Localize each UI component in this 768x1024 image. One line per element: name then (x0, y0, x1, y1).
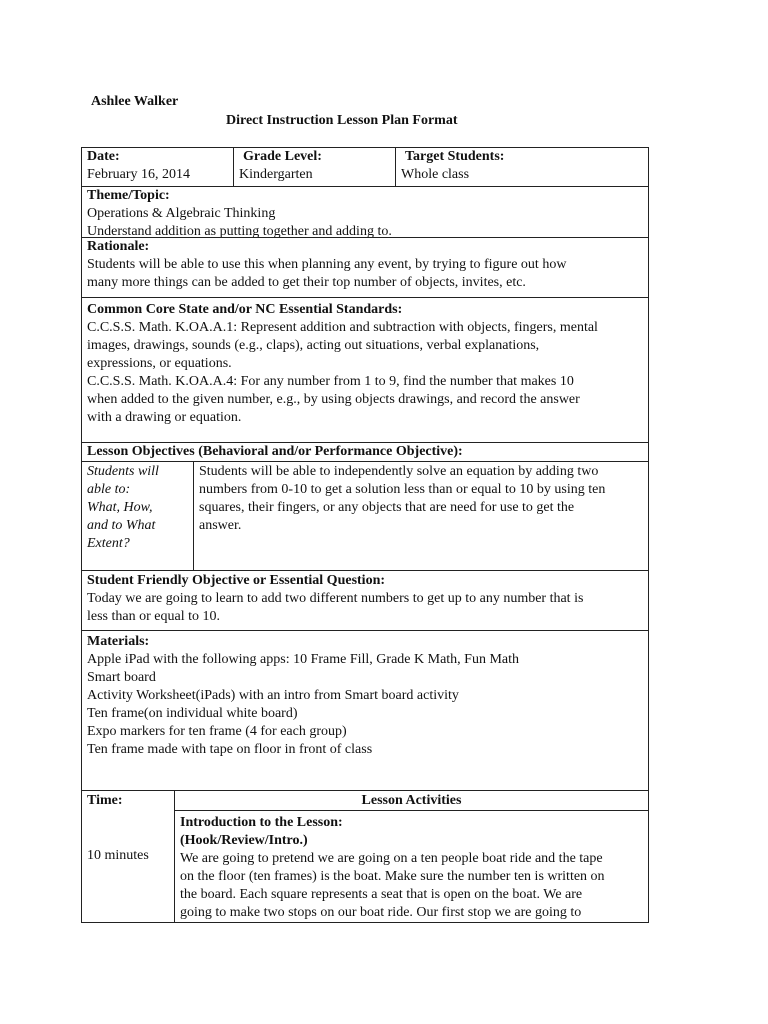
objectives-label: Lesson Objectives (Behavioral and/or Performance Objective): (87, 444, 463, 459)
theme-cell (81, 186, 649, 238)
activities-label: Lesson Activities (361, 793, 462, 808)
standards-line: images, drawings, sounds (e.g., claps), acting out situations, verbal explanations, (87, 338, 540, 353)
objective-line: Students will be able to independently solve an equation by adding two (199, 464, 599, 479)
activities-cell (174, 810, 649, 923)
material-item: Apple iPad with the following apps: 10 Frame Fill, Grade K Math, Fun Math (87, 652, 520, 667)
friendly-line: less than or equal to 10. (87, 609, 220, 624)
activities-header-cell (174, 790, 649, 811)
author-name: Ashlee Walker (91, 94, 179, 109)
rationale-label: Rationale: (87, 239, 150, 254)
objectives-header-cell (81, 442, 649, 462)
theme-line: Understand addition as putting together and adding to. (87, 224, 392, 239)
objectives-prompt-cell (81, 461, 194, 571)
grade-label: Grade Level: (243, 149, 322, 164)
activity-line: We are going to pretend we are going on a ten people boat ride and the tape (180, 851, 603, 866)
rationale-cell (81, 237, 649, 298)
prompt-line: What, How, (87, 500, 153, 515)
target-label: Target Students: (405, 149, 505, 164)
rationale-line: many more things can be added to get their top number of objects, invites, etc. (87, 275, 526, 290)
standards-line: expressions, or equations. (87, 356, 232, 371)
intro-subheading: (Hook/Review/Intro.) (180, 833, 308, 848)
date-cell (81, 147, 234, 187)
date-value: February 16, 2014 (87, 167, 191, 182)
target-cell (395, 147, 649, 187)
material-item: Ten frame(on individual white board) (87, 706, 298, 721)
grade-value: Kindergarten (239, 167, 313, 182)
objectives-text-cell (193, 461, 649, 571)
standards-line: C.C.S.S. Math. K.OA.A.1: Represent addition and subtraction with objects, fingers, mental (87, 320, 598, 335)
document-title: Direct Instruction Lesson Plan Format (226, 113, 458, 128)
friendly-label: Student Friendly Objective or Essential Question: (87, 573, 386, 588)
standards-label: Common Core State and/or NC Essential Standards: (87, 302, 403, 317)
objective-line: squares, their fingers, or any objects that are need for use to get the (199, 500, 575, 515)
objective-line: answer. (199, 518, 242, 533)
prompt-line: Extent? (87, 536, 130, 551)
standards-line: when added to the given number, e.g., by using objects drawings, and record the answer (87, 392, 580, 407)
grade-cell (233, 147, 396, 187)
time-label: Time: (87, 793, 123, 808)
materials-cell (81, 630, 649, 791)
date-label: Date: (87, 149, 120, 164)
materials-label: Materials: (87, 634, 150, 649)
target-value: Whole class (401, 167, 470, 182)
standards-cell (81, 297, 649, 443)
friendly-objective-cell (81, 570, 649, 631)
prompt-line: able to: (87, 482, 131, 497)
intro-heading: Introduction to the Lesson: (180, 815, 343, 830)
friendly-line: Today we are going to learn to add two different numbers to get up to any number that is (87, 591, 584, 606)
material-item: Smart board (87, 670, 156, 685)
time-value: 10 minutes (87, 848, 149, 863)
material-item: Expo markers for ten frame (4 for each group) (87, 724, 347, 739)
objective-line: numbers from 0-10 to get a solution less than or equal to 10 by using ten (199, 482, 606, 497)
rationale-line: Students will be able to use this when planning any event, by trying to figure out how (87, 257, 567, 272)
activity-line: the board. Each square represents a seat that is open on the boat. We are (180, 887, 583, 902)
time-cell (81, 790, 175, 923)
standards-line: C.C.S.S. Math. K.OA.A.4: For any number from 1 to 9, find the number that makes 10 (87, 374, 574, 389)
material-item: Activity Worksheet(iPads) with an intro from Smart board activity (87, 688, 459, 703)
prompt-line: Students will (87, 464, 159, 479)
activity-line: going to make two stops on our boat ride. Our first stop we are going to (180, 905, 582, 920)
standards-line: with a drawing or equation. (87, 410, 242, 425)
theme-label: Theme/Topic: (87, 188, 170, 203)
activity-line: on the floor (ten frames) is the boat. Make sure the number ten is written on (180, 869, 605, 884)
theme-line: Operations & Algebraic Thinking (87, 206, 276, 221)
prompt-line: and to What (87, 518, 156, 533)
material-item: Ten frame made with tape on floor in front of class (87, 742, 373, 757)
